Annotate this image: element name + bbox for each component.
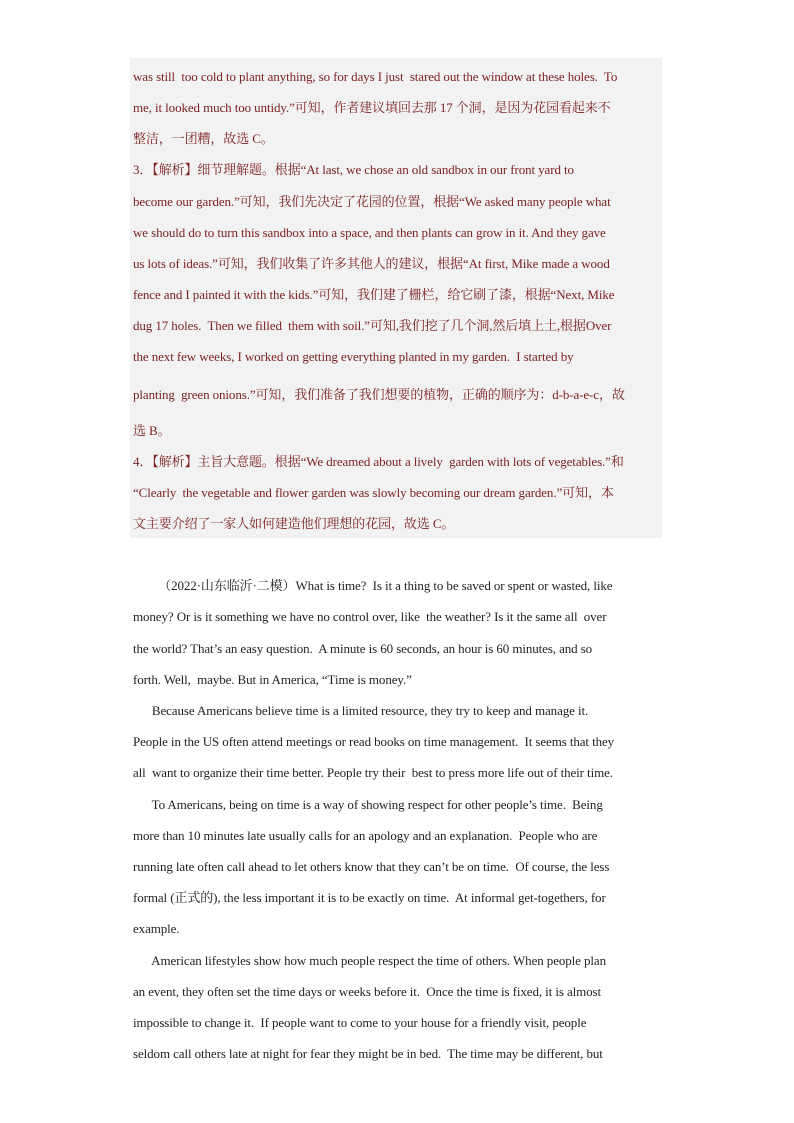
answer-line: we should do to turn this sandbox into a space, and then plants can grow in it. And they gave: [133, 225, 606, 240]
answer-line: me, it looked much too untidy.”可知，作者建议填回去那 17 个洞，是因为花园看起来不: [133, 100, 611, 115]
answer-line: planting green onions.”可知，我们准备了我们想要的植物，正确的顺序为：d-b-a-e-c，故: [133, 387, 625, 402]
passage-line: To Americans, being on time is a way of showing respect for other people’s time. Being: [133, 797, 603, 812]
answer-line: was still too cold to plant anything, so for days I just stared out the window at these holes. To: [133, 69, 618, 84]
answer-4-line: 4．【解析】主旨大意题。根据“We dreamed about a lively garden with lots of vegetables.”和: [133, 454, 624, 469]
answer-line: 选 B。: [133, 423, 171, 438]
passage-line: money? Or is it something we have no control over, like the weather? Is it the same all over: [133, 609, 607, 624]
answer-line: the next few weeks, I worked on getting everything planted in my garden. I started by: [133, 349, 574, 364]
passage-line: impossible to change it. If people want to come to your house for a friendly visit, people: [133, 1015, 587, 1030]
passage-line: an event, they often set the time days or weeks before it. Once the time is fixed, it is almost: [133, 984, 602, 999]
passage-line: Because Americans believe time is a limited resource, they try to keep and manage it.: [133, 703, 589, 718]
passage-line: formal (正式的), the less important it is to be exactly on time. At informal get-togethers, for: [133, 890, 606, 905]
passage-line: running late often call ahead to let others know that they can’t be on time. Of course, the less: [133, 859, 610, 874]
passage-line: example.: [133, 921, 180, 936]
answer-line: us lots of ideas.”可知，我们收集了许多其他人的建议，根据“At first, Mike made a wood: [133, 256, 610, 271]
passage-line: all want to organize their time better. People try their best to press more life out of their time.: [133, 765, 613, 780]
answer-3-line: 3．【解析】细节理解题。根据“At last, we chose an old sandbox in our front yard to: [133, 162, 574, 177]
passage-line: American lifestyles show how much people respect the time of others. When people plan: [133, 953, 606, 968]
passage-line: seldom call others late at night for fear they might be in bed. The time may be different, but: [133, 1046, 603, 1061]
answer-line: 整洁，一团糟，故选 C。: [133, 131, 274, 146]
passage-line: more than 10 minutes late usually calls for an apology and an explanation. People who are: [133, 828, 598, 843]
passage-line: the world? That’s an easy question. A minute is 60 seconds, an hour is 60 minutes, and so: [133, 641, 593, 656]
answer-line: dug 17 holes. Then we filled them with soil.”可知,我们挖了几个洞,然后填上土,根据Over: [133, 318, 612, 333]
answer-line: become our garden.”可知，我们先决定了花园的位置，根据“We asked many people what: [133, 194, 611, 209]
passage-line: （2022·山东临沂·二模）What is time? Is it a thing to be saved or spent or wasted, like: [133, 578, 613, 593]
passage-line: People in the US often attend meetings or read books on time management. It seems that they: [133, 734, 615, 749]
answer-line: “Clearly the vegetable and flower garden was slowly becoming our dream garden.”可知，本: [133, 485, 614, 500]
answer-line: 文主要介绍了一家人如何建造他们理想的花园，故选 C。: [133, 516, 455, 531]
passage-line: forth. Well, maybe. But in America, “Time is money.”: [133, 672, 412, 687]
answer-line: fence and I painted it with the kids.”可知，我们建了栅栏，给它刷了漆，根据“Next, Mike: [133, 287, 615, 302]
